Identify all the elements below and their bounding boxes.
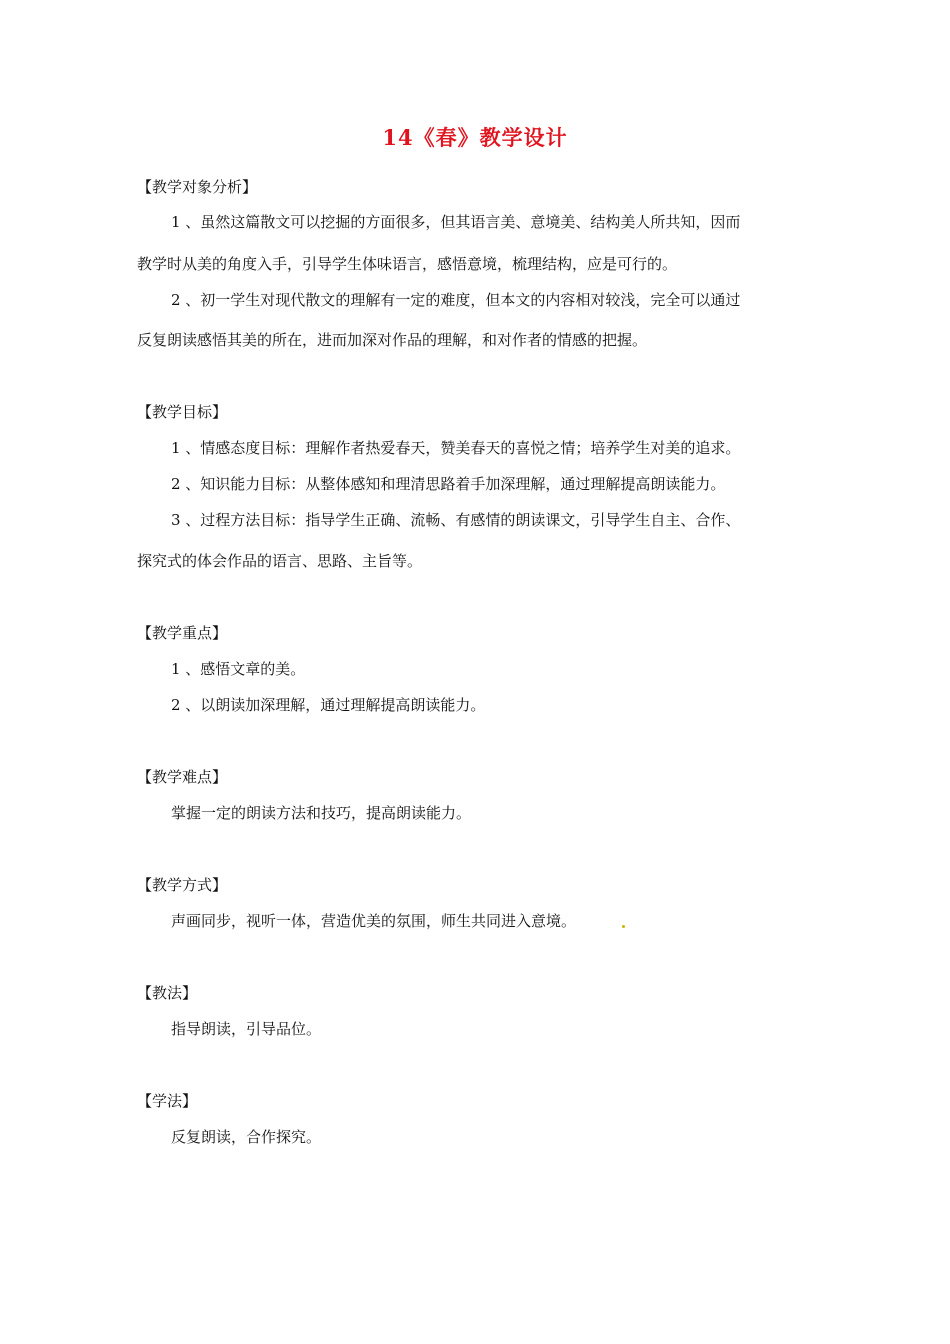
stray-mark [622,925,625,928]
paragraph-line: 声画同步，视听一体，营造优美的氛围，师生共同进入意境。 [171,912,577,930]
paragraph-line: 掌握一定的朗读方法和技巧，提高朗读能力。 [171,804,472,822]
section-heading-teaching-mode: 【教学方式】 [137,876,228,894]
paragraph-line: 教学时从美的角度入手，引导学生体味语言，感悟意境，梳理结构，应是可行的。 [137,255,678,273]
list-item: 2 、以朗读加深理解，通过理解提高朗读能力。 [171,696,486,714]
list-item: 3 、过程方法目标：指导学生正确、流畅、有感情的朗读课文，引导学生自主、合作、 [171,511,741,529]
section-heading-learning-method: 【学法】 [137,1092,198,1110]
paragraph-line: 探究式的体会作品的语言、思路、主旨等。 [137,552,423,570]
paragraph-line: 反复朗读感悟其美的所在，进而加深对作品的理解，和对作者的情感的把握。 [137,331,648,349]
list-item: 1 、感悟文章的美。 [171,660,306,678]
paragraph-line: 2 、初一学生对现代散文的理解有一定的难度，但本文的内容相对较浅，完全可以通过 [171,291,741,309]
list-item: 2 、知识能力目标：从整体感知和理清思路着手加深理解，通过理解提高朗读能力。 [171,475,726,493]
section-heading-teaching-method: 【教法】 [137,984,198,1002]
list-item: 1 、情感态度目标：理解作者热爱春天，赞美春天的喜悦之情；培养学生对美的追求。 [171,439,741,457]
section-heading-objectives: 【教学目标】 [137,403,228,421]
section-heading-difficulties: 【教学难点】 [137,768,228,786]
paragraph-line: 指导朗读，引导品位。 [171,1020,322,1038]
document-title: 14《春》教学设计 [382,125,568,150]
paragraph-line: 1 、虽然这篇散文可以挖掘的方面很多，但其语言美、意境美、结构美人所共知，因而 [171,213,741,231]
paragraph-line: 反复朗读，合作探究。 [171,1128,322,1146]
section-heading-target-analysis: 【教学对象分析】 [137,178,258,196]
section-heading-key-points: 【教学重点】 [137,624,228,642]
